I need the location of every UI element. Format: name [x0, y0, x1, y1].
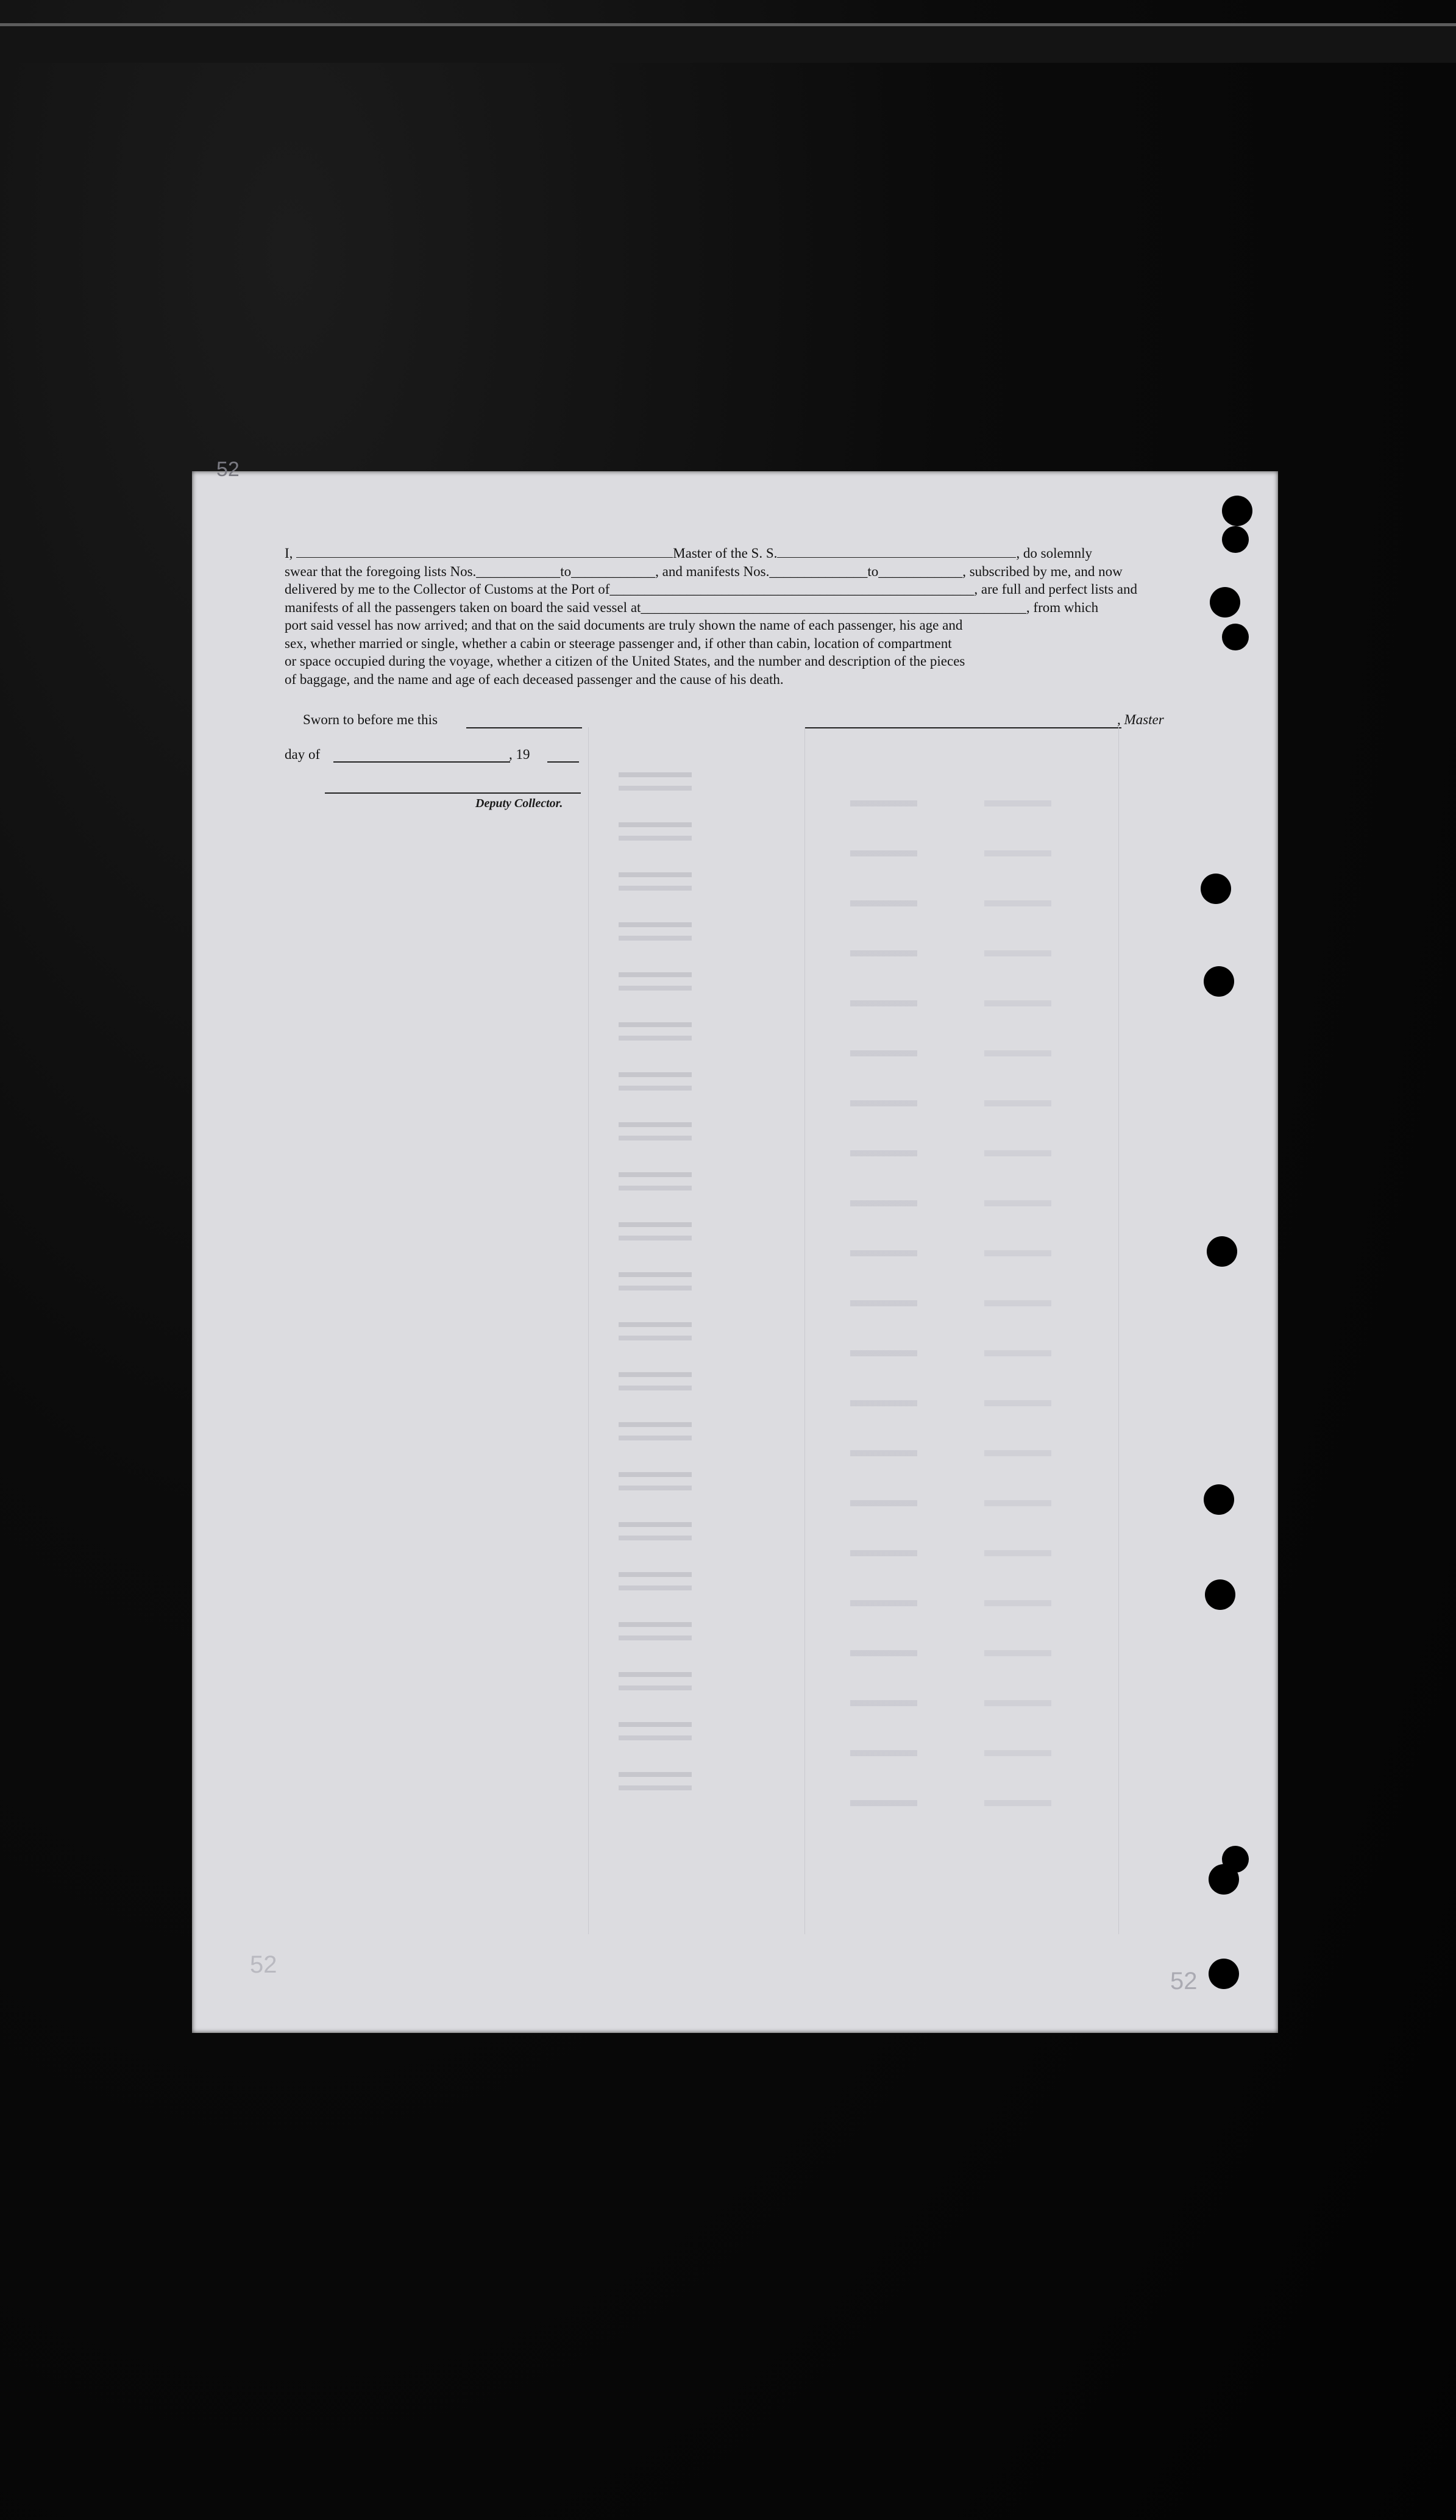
oath-end: do solemnly — [1023, 546, 1092, 561]
oath-line-7: or space occupied during the voyage, whether a citizen of the United States, and the number and description of the pieces — [285, 653, 965, 669]
bottom-page-number: 52 — [250, 1951, 277, 1978]
binder-hole — [1207, 1236, 1237, 1267]
column-divider — [1118, 727, 1119, 1934]
oath-master-label: Master of the S. S. — [673, 546, 778, 561]
oath-line-3: delivered by me to the Collector of Customs at the Port of____________________________________________________, are full and perfect lists and — [285, 582, 1137, 597]
sworn-rule — [466, 727, 582, 728]
binder-hole — [1222, 496, 1252, 526]
oath-line-2: swear that the foregoing lists Nos.____________to____________, and manifests Nos.______________to____________, subscribed by me, and now — [285, 563, 1123, 579]
sworn-line: Sworn to before me this — [303, 712, 438, 727]
binder-hole — [1209, 1864, 1239, 1895]
binder-hole — [1205, 1579, 1235, 1610]
column-divider — [804, 727, 805, 1934]
top-page-number: 52 — [216, 458, 240, 481]
oath-line-5: port said vessel has now arrived; and that on the said documents are truly shown the name of each passenger, his age and — [285, 618, 963, 633]
bleed-through-column — [619, 752, 692, 1800]
oath-prefix: I, — [285, 546, 293, 561]
master-label: , Master — [1117, 712, 1164, 727]
oath-line-4: manifests of all the passengers taken on board the said vessel at_______________________________________________________, from which — [285, 599, 1099, 615]
deputy-collector-label: Deputy Collector. — [475, 797, 563, 810]
binder-hole — [1222, 624, 1249, 650]
manifest-page — [192, 458, 1278, 2033]
binder-hole — [1209, 1959, 1239, 1989]
sworn-year-label: , 19 — [509, 747, 530, 762]
binder-hole — [1222, 526, 1249, 553]
bleed-through-column — [850, 764, 917, 1812]
master-rule — [804, 727, 1121, 728]
scan-top-edge — [0, 23, 1456, 63]
oath-paragraph — [285, 544, 1188, 688]
binder-hole — [1204, 966, 1234, 997]
sworn-day-label: day of — [285, 747, 321, 762]
sworn-year-rule — [547, 761, 579, 763]
binder-hole — [1204, 1484, 1234, 1515]
binder-hole — [1201, 874, 1231, 904]
bottom-right-page-number: 52 — [1170, 1968, 1198, 1995]
column-divider — [588, 727, 589, 1934]
sworn-day-rule — [333, 761, 510, 763]
binder-hole — [1210, 587, 1240, 618]
oath-line-1: I, Master of the S. S. , do solemnly — [285, 546, 1092, 561]
bleed-through-column — [984, 764, 1051, 1812]
oath-line-6: sex, whether married or single, whether a cabin or steerage passenger and, if other than cabin, location of compartment — [285, 635, 952, 651]
oath-line-8: of baggage, and the name and age of each deceased passenger and the cause of his death. — [285, 671, 784, 687]
deputy-rule — [325, 792, 581, 794]
